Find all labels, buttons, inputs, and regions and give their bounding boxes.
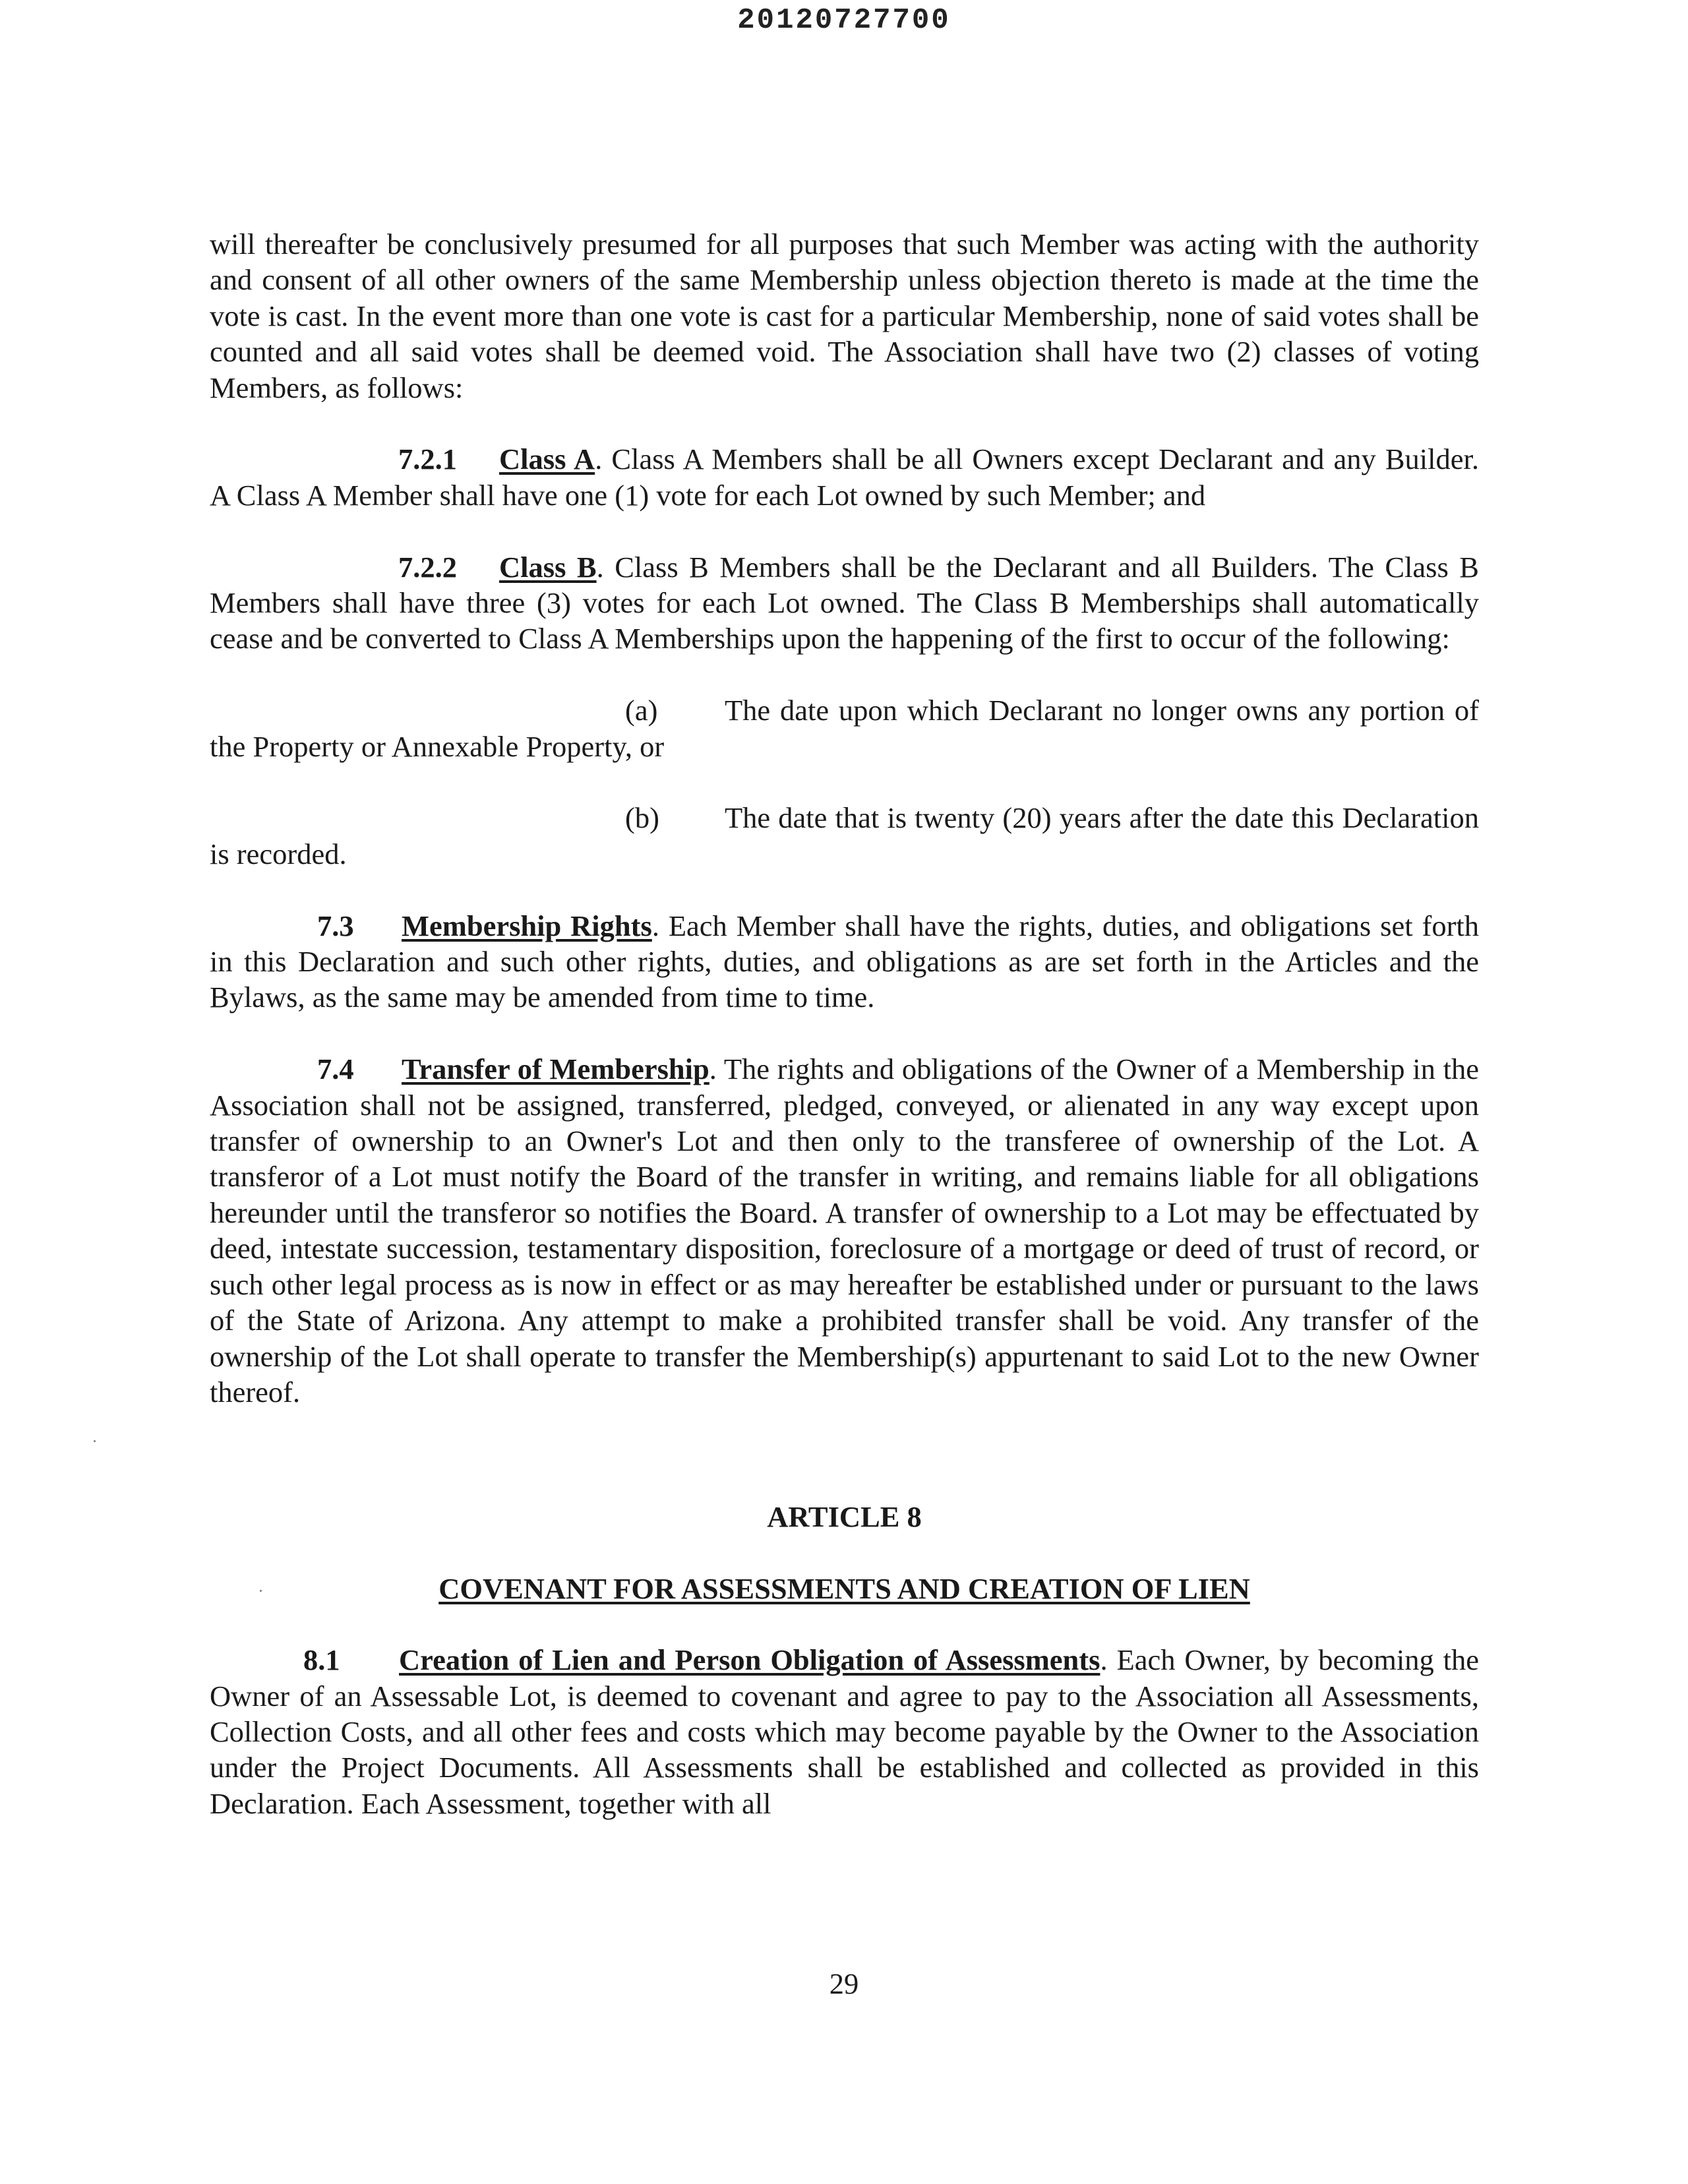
section-number: 7.3 [317,909,354,942]
section-title: Transfer of Membership [402,1052,709,1086]
subsection-b [210,800,1479,872]
intro-paragraph: will thereafter be conclusively presumed for all purposes that such Member was acting with the authority and consent of all other owners of the same Membership unless objection thereto is made at the time the vote is cast. In the event more than one vote is cast for a particular Membership, none of said votes shall be counted and all said votes shall be deemed void. The Association shall have two (2) classes of voting Members, as follows: [210,228,1479,404]
section-7-3: 7.3 Membership Rights. Each Member shall have the rights, duties, and obligations set forth in this Declaration and such other rights, duties, and obligations as are set forth in the Articles and the Bylaws, as the same may be amended from time to time. [210,909,1480,1014]
section-7-4: 7.4 Transfer of Membership. The rights and obligations of the Owner of a Membership in the Association shall not be assigned, transferred, pledged, conveyed, or alienated in any way except upon transfer of ownership to an Owner's Lot and then only to the transferee of ownership of the Lot. A transferor of a Lot must notify the Board of the transfer in writing, and remains liable for all obligations hereunder until the transferor so notifies the Board. A transfer of ownership to a Lot may be effectuated by deed, intestate succession, testamentary disposition, foreclosure of a mortgage or deed of trust of record, or such other legal process as is now in effect or as may hereafter be established under or pursuant to the laws of the State of Arizona. Any attempt to make a prohibited transfer shall be void. Any transfer of the ownership of the Lot shall operate to transfer the Membership(s) appurtenant to said Lot to the new Owner thereof. [210,1052,1479,1409]
section-text: The rights and obligations of the Owner of a Membership in the Association shall not be assigned, transferred, pledged, conveyed, or alienated in any way except upon transfer of ownership to an Owner's Lot and then only to the transferee of ownership of the Lot. A transferor of a Lot must notify the Board of the transfer in writing, and remains liable for all obligations hereunder until the transferor so notifies the Board. A transfer of ownership to a Lot may be effectuated by deed, intestate succession, testamentary disposition, foreclosure of a mortgage or deed of trust of record, or such other legal process as is now in effect or as may hereafter be established under or pursuant to the laws of the State of Arizona. Any attempt to make a prohibited transfer shall be void. Any transfer of the ownership of the Lot shall operate to transfer the Membership(s) appurtenant to said Lot to the new Owner thereof. [210,1052,1479,1409]
section-number: 7.4 [317,1052,354,1086]
section-7-2-2: 7.2.2 Class B. Class B Members shall be the Declarant and all Builders. The Class B Members shall have three (3) votes for each Lot owned. The Class B Memberships shall automatically cease and be converted to Class A Memberships upon the happening of the first to occur of the following: [210,550,1479,655]
section-8-1: 8.1 Creation of Lien and Person Obligation of Assessments. Each Owner, by becoming the Owner of an Assessable Lot, is deemed to covenant and agree to pay to the Association all Assessments, Collection Costs, and all other fees and costs which may become payable by the Owner to the Association under the Project Documents. All Assessments shall be established and collected as provided in this Declaration. Each Assessment, together with all [210,1643,1480,1820]
section-title: Creation of Lien and Person Obligation of Assessments [399,1643,1100,1677]
scan-speck [260,1590,262,1592]
subsection-text: The date upon which Declarant no longer owns any portion of the Property or Annexable Property, or [210,694,1479,763]
document-number: 20120727700 [737,4,951,37]
page-number: 29 [829,1967,859,2000]
section-text: Each Member shall have the rights, duties, and obligations set forth in this Declaration and such other rights, duties, and obligations as are set forth in the Articles and the Bylaws, as the same may be amended from time to time. [210,909,1480,1014]
section-7-2-1: 7.2.1 Class A. Class A Members shall be all Owners except Declarant and any Builder. A Class A Member shall have one (1) vote for each Lot owned by such Member; and [210,442,1479,512]
subsection-a [210,692,1479,764]
section-title: Class B [499,550,597,584]
section-title: Class A [499,442,595,476]
page-body [210,226,1479,1821]
subsection-text: The date that is twenty (20) years after the date this Declaration is recorded. [210,801,1479,870]
section-text: Class B Members shall be the Declarant and all Builders. The Class B Members shall have three (3) votes for each Lot owned. The Class B Memberships shall automatically cease and be converted to Class A Memberships upon the happening of the first to occur of the following: [210,550,1479,655]
section-number: 7.2.2 [398,550,457,584]
scan-speck [94,1440,96,1442]
section-number: 7.2.1 [398,442,457,476]
article-subheading: COVENANT FOR ASSESSMENTS AND CREATION OF LIEN [438,1571,1250,1605]
section-text: Each Owner, by becoming the Owner of an Assessable Lot, is deemed to covenant and agree to pay to the Association all Assessments, Collection Costs, and all other fees and costs which may become payable by the Owner to the Association under the Project Documents. All Assessments shall be established and collected as provided in this Declaration. Each Assessment, together with all [210,1643,1480,1820]
article-heading: ARTICLE 8 [767,1500,922,1534]
section-number: 8.1 [303,1643,340,1677]
section-text: Class A Members shall be all Owners except Declarant and any Builder. A Class A Member shall have one (1) vote for each Lot owned by such Member; and [210,442,1479,512]
subsection-label: (a) [625,694,658,727]
subsection-label: (b) [625,801,659,835]
section-title: Membership Rights [402,909,652,942]
